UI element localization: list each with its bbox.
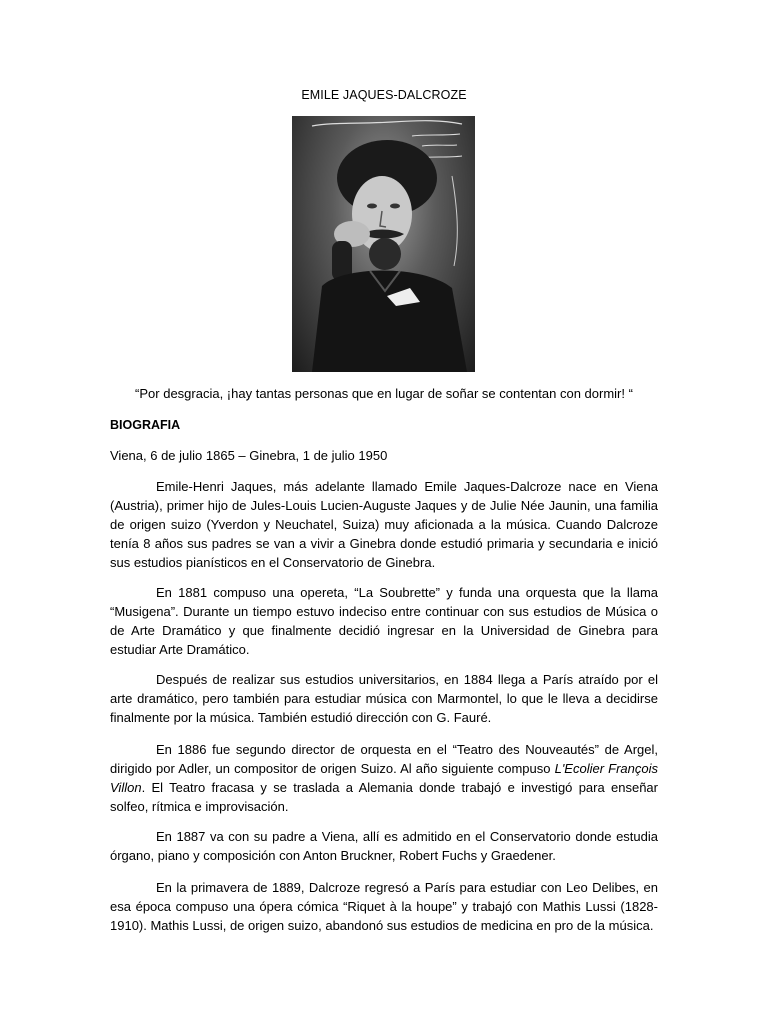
paragraph-text: En la primavera de 1889, Dalcroze regresó a París para estudiar con Leo Delibes, en esa época compuso una ópera cómica “Riquet à la houpe” y trabajó con Mathis Lussi (1828-1910). Mathis Lussi, de origen suizo, abandonó sus estudios de medicina en pro de la música. <box>110 880 658 933</box>
document-title: EMILE JAQUES-DALCROZE <box>301 88 467 102</box>
portrait-photo <box>292 116 475 372</box>
portrait-illustration <box>292 116 475 372</box>
paragraph-1881 <box>110 583 658 659</box>
paragraph-1889 <box>110 878 658 935</box>
paragraph-1884 <box>110 670 658 727</box>
paragraph-text: Después de realizar sus estudios universitarios, en 1884 llega a París atraído por el arte dramático, pero también para estudiar música con Marmontel, lo que le lleva a decidirse finalmente por la música. También estudió dirección con G. Fauré. <box>110 672 658 725</box>
paragraph-text <box>110 740 658 816</box>
paragraph-text: Emile-Henri Jaques, más adelante llamado Emile Jaques-Dalcroze nace en Viena (Austria), primer hijo de Jules-Louis Lucien-Auguste Jaques y de Julie Née Jaunin, una familia de origen suizo (Yverdon y Neuchatel, Suiza) muy aficionada a la música. Cuando Dalcroze tenía 8 años sus padres se van a vivir a Ginebra donde estudió primaria y secundaria e inició sus estudios pianísticos en el Conservatorio de Ginebra. <box>110 479 658 570</box>
paragraph-1886 <box>110 740 658 816</box>
paragraph-1887 <box>110 827 658 865</box>
life-dates: Viena, 6 de julio 1865 – Ginebra, 1 de julio 1950 <box>110 448 388 463</box>
paragraph-1886-text-end: . El Teatro fracasa y se traslada a Alemania donde trabajó e investigó para enseñar solfeo, rítmica e improvisación. <box>110 780 658 814</box>
paragraph-text: En 1887 va con su padre a Viena, allí es admitido en el Conservatorio donde estudia órgano, piano y composición con Anton Bruckner, Robert Fuchs y Graedener. <box>110 829 658 863</box>
paragraph-1886-text: En 1886 fue segundo director de orquesta en el “Teatro des Nouveautés” de Argel, dirigido por Adler, un compositor de origen Suizo. Al año siguiente compuso <box>110 742 658 776</box>
opera-title-italic: L'Ecolier François Villon <box>110 761 658 795</box>
portrait-quote: “Por desgracia, ¡hay tantas personas que en lugar de soñar se contentan con dormir! “ <box>135 386 633 401</box>
paragraph-text: En 1881 compuso una opereta, “La Soubrette” y funda una orquesta que la llama “Musigena”. Durante un tiempo estuvo indeciso entre continuar con sus estudios de Música o de Arte Dramático y que finalmente decidió ingresar en la Universidad de Ginebra para estudiar Arte Dramático. <box>110 585 658 657</box>
section-heading: BIOGRAFIA <box>110 418 181 432</box>
paragraph-early-life <box>110 477 658 572</box>
